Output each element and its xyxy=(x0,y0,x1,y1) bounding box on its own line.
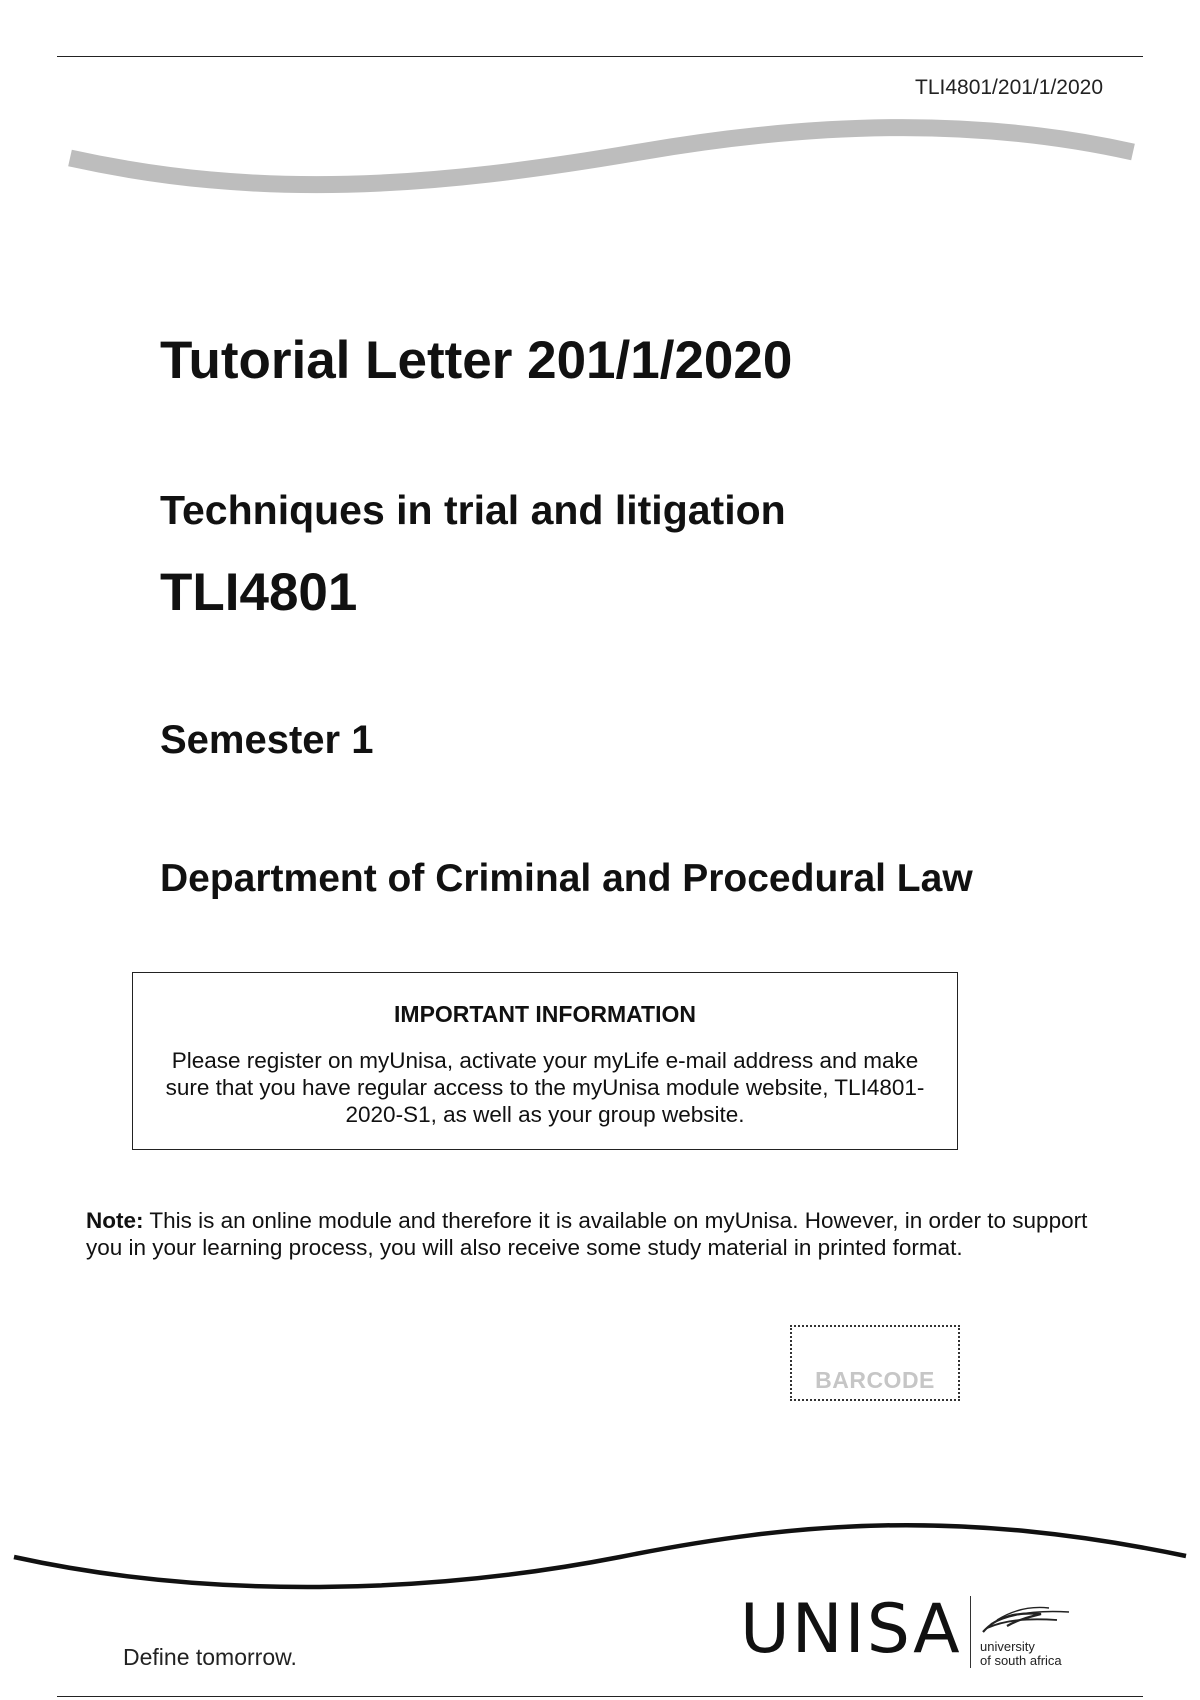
page-title: Tutorial Letter 201/1/2020 xyxy=(160,331,793,390)
module-code: TLI4801 xyxy=(160,563,358,622)
note-text: This is an online module and therefore it is available on myUnisa. However, in order to support you in your learning process, you will also receive some study material in printed format. xyxy=(86,1208,1088,1260)
important-information-text: Please register on myUnisa, activate your myLife e-mail address and make sure that you have regular access to the myUnisa module website, TLI4801-2020-S1, as well as your group website. xyxy=(165,1048,925,1127)
logo-subtitle-line-1: university xyxy=(980,1639,1035,1654)
top-grey-wave xyxy=(70,128,1133,185)
logo-divider xyxy=(970,1596,971,1668)
important-information-box xyxy=(132,972,958,1150)
semester-label: Semester 1 xyxy=(160,718,374,762)
bottom-black-wave xyxy=(14,1525,1186,1587)
barcode-label: BARCODE xyxy=(815,1367,935,1393)
unisa-logo xyxy=(740,1590,1080,1676)
document-reference: TLI4801/201/1/2020 xyxy=(915,76,1103,99)
note-label: Note: xyxy=(86,1208,144,1233)
top-rule xyxy=(57,56,1143,57)
footer-slogan: Define tomorrow. xyxy=(123,1644,297,1670)
important-information-heading: IMPORTANT INFORMATION xyxy=(394,1001,696,1027)
logo-wordmark: UNISA xyxy=(740,1590,962,1669)
module-name: Techniques in trial and litigation xyxy=(160,487,786,533)
logo-subtitle-line-2: of south africa xyxy=(980,1653,1062,1668)
logo-emblem-icon xyxy=(977,1602,1077,1636)
bottom-rule xyxy=(57,1696,1143,1697)
logo-subtitle xyxy=(980,1640,1062,1668)
department-name: Department of Criminal and Procedural Law xyxy=(160,857,973,900)
note-paragraph xyxy=(86,1207,1116,1261)
barcode-placeholder xyxy=(790,1325,960,1401)
